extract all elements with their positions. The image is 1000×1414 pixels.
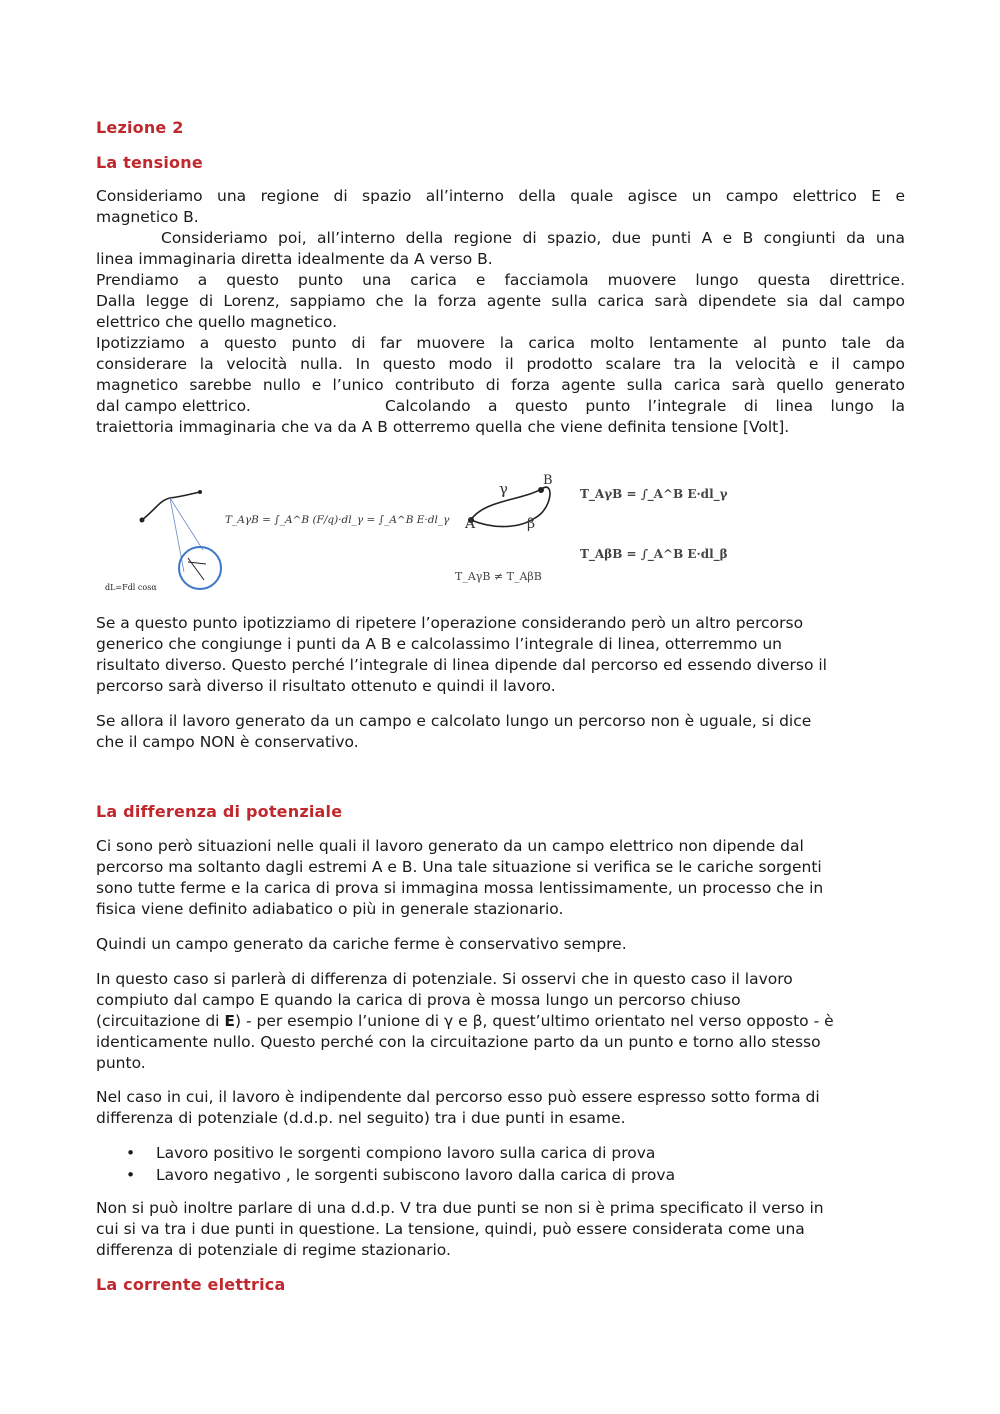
text-line: sono tutte ferme e la carica di prova si immagina mossa lentissimamente, un processo che in	[96, 879, 824, 897]
text-segment: Calcolando a questo punto l’integrale di linea lungo la	[385, 397, 905, 415]
text-line: generico che congiunge i punti da A B e calcolassimo l’integrale di linea, otterremmo un	[96, 635, 782, 653]
bullet-icon: •	[126, 1166, 136, 1184]
bullet-icon: •	[126, 1144, 136, 1162]
text-line: Se a questo punto ipotizziamo di ripetere l’operazione considerando però un altro percorso	[96, 614, 804, 632]
beta-label: β	[527, 516, 536, 532]
text-line	[96, 396, 905, 417]
point-b-label: B	[543, 473, 553, 488]
text-line: elettrico che quello magnetico.	[96, 313, 338, 331]
text-segment: (circuitazione di	[96, 1012, 225, 1030]
line-integral-figure	[100, 480, 450, 600]
gamma-label: γ	[499, 480, 508, 498]
section-heading-potential-difference: La differenza di potenziale	[96, 802, 343, 821]
text-line: In questo caso si parlerà di differenza di potenziale. Si osservi che in questo caso il lavoro	[96, 970, 793, 988]
text-line	[96, 1011, 905, 1032]
text-line: differenza di potenziale di regime stazionario.	[96, 1241, 451, 1259]
text-line: Ipotizziamo a questo punto di far muovere la carica molto lentamente al punto tale da	[96, 334, 905, 352]
text-line: percorso ma soltanto dagli estremi A e B. Una tale situazione si verifica se le cariche sorgenti	[96, 858, 822, 876]
text-line: magnetico sarebbe nullo e l’unico contributo di forza agente sulla carica sarà quello generato	[96, 376, 905, 394]
closed-path	[471, 487, 550, 526]
bold-e: E	[224, 1012, 236, 1030]
tension-formula-gamma: T_AγB = ∫_A^B E·dl_γ	[580, 487, 728, 501]
paragraph-ddp-verse	[96, 1198, 905, 1261]
tension-formula-left: T_AγB = ∫_A^B (F/q)·dl_γ = ∫_A^B E·dl_γ	[225, 514, 450, 526]
point-b-dot	[198, 490, 202, 494]
text-line: Se allora il lavoro generato da un campo e calcolato lungo un percorso non è uguale, si dice	[96, 712, 812, 730]
text-line: Ci sono però situazioni nelle quali il lavoro generato da un campo elettrico non dipende dal	[96, 837, 804, 855]
list-item	[96, 1142, 905, 1164]
text-line: punto.	[96, 1054, 146, 1072]
text-line: risultato diverso. Questo perché l’integrale di linea dipende dal percorso ed essendo diverso il	[96, 656, 827, 674]
text-line: Dalla legge di Lorenz, sappiamo che la forza agente sulla carica sarà dipendete sia dal campo	[96, 292, 905, 310]
text-line: Nel caso in cui, il lavoro è indipendente dal percorso esso può essere espresso sotto forma di	[96, 1088, 820, 1106]
list-item-text: Lavoro negativo , le sorgenti subiscono lavoro dalla carica di prova	[156, 1166, 676, 1184]
text-line: Prendiamo a questo punto una carica e facciamola muovere lungo questa direttrice.	[96, 271, 905, 289]
paragraph-other-path	[96, 613, 905, 697]
zoom-circle	[179, 547, 221, 589]
text-line: Quindi un campo generato da cariche ferme è conservativo sempre.	[96, 935, 627, 953]
section-heading-current: La corrente elettrica	[96, 1275, 286, 1294]
tension-formula-beta: T_AβB = ∫_A^B E·dl_β	[580, 547, 728, 561]
list-item-text: Lavoro positivo le sorgenti compiono lavoro sulla carica di prova	[156, 1144, 656, 1162]
text-line: cui si va tra i due punti in questione. La tensione, quindi, può essere considerata come una	[96, 1220, 805, 1238]
paragraph-conservative	[96, 934, 905, 955]
text-line: differenza di potenziale (d.d.p. nel seguito) tra i due punti in esame.	[96, 1109, 626, 1127]
text-line: considerare la velocità nulla. In questo modo il prodotto scalare tra la velocità e il campo	[96, 355, 905, 373]
path-curve	[142, 492, 200, 520]
text-segment: dal campo elettrico.	[96, 397, 251, 415]
vector-line	[188, 562, 206, 564]
paragraph-intro	[96, 186, 905, 438]
point-a-label: A	[465, 516, 476, 532]
vector-line	[188, 558, 204, 580]
two-paths-figure	[455, 470, 728, 590]
text-line: Consideriamo una regione di spazio all’interno della quale agisce un campo elettrico E e	[96, 187, 905, 205]
text-line: identicamente nullo. Questo perché con la circuitazione parto da un punto e torno allo stesso	[96, 1033, 821, 1051]
text-line: Non si può inoltre parlare di una d.d.p. V tra due punti se non si è prima specificato il verso in	[96, 1199, 824, 1217]
paragraph-non-conservative	[96, 711, 905, 753]
text-line: traiettoria immaginaria che va da A B otterremo quella che viene definita tensione [Volt].	[96, 418, 790, 436]
text-line: Consideriamo poi, all’interno della regione di spazio, due punti A e B congiunti da una	[161, 229, 905, 247]
inequality-label: T_AγB ≠ T_AβB	[455, 570, 542, 583]
text-line: linea immaginaria diretta idealmente da A verso B.	[96, 250, 493, 268]
list-item	[96, 1164, 905, 1186]
section-heading-tension: La tensione	[96, 153, 203, 172]
paragraph-circulation	[96, 969, 905, 1074]
lesson-heading: Lezione 2	[96, 118, 184, 137]
paragraph-independent	[96, 1087, 905, 1129]
work-sign-list	[96, 1142, 905, 1186]
text-line: percorso sarà diverso il risultato ottenuto e quindi il lavoro.	[96, 677, 556, 695]
text-line: magnetico B.	[96, 208, 199, 226]
paragraph-stationary	[96, 836, 905, 920]
text-line: fisica viene definito adiabatico o più in generale stazionario.	[96, 900, 564, 918]
text-line: compiuto dal campo E quando la carica di prova è mossa lungo un percorso chiuso	[96, 991, 741, 1009]
dl-label: dL=Fdl cosα	[105, 583, 157, 592]
point-a-dot	[140, 518, 145, 523]
text-segment: ) - per esempio l’unione di γ e β, quest’ultimo orientato nel verso opposto - è	[235, 1012, 834, 1030]
text-line: che il campo NON è conservativo.	[96, 733, 359, 751]
